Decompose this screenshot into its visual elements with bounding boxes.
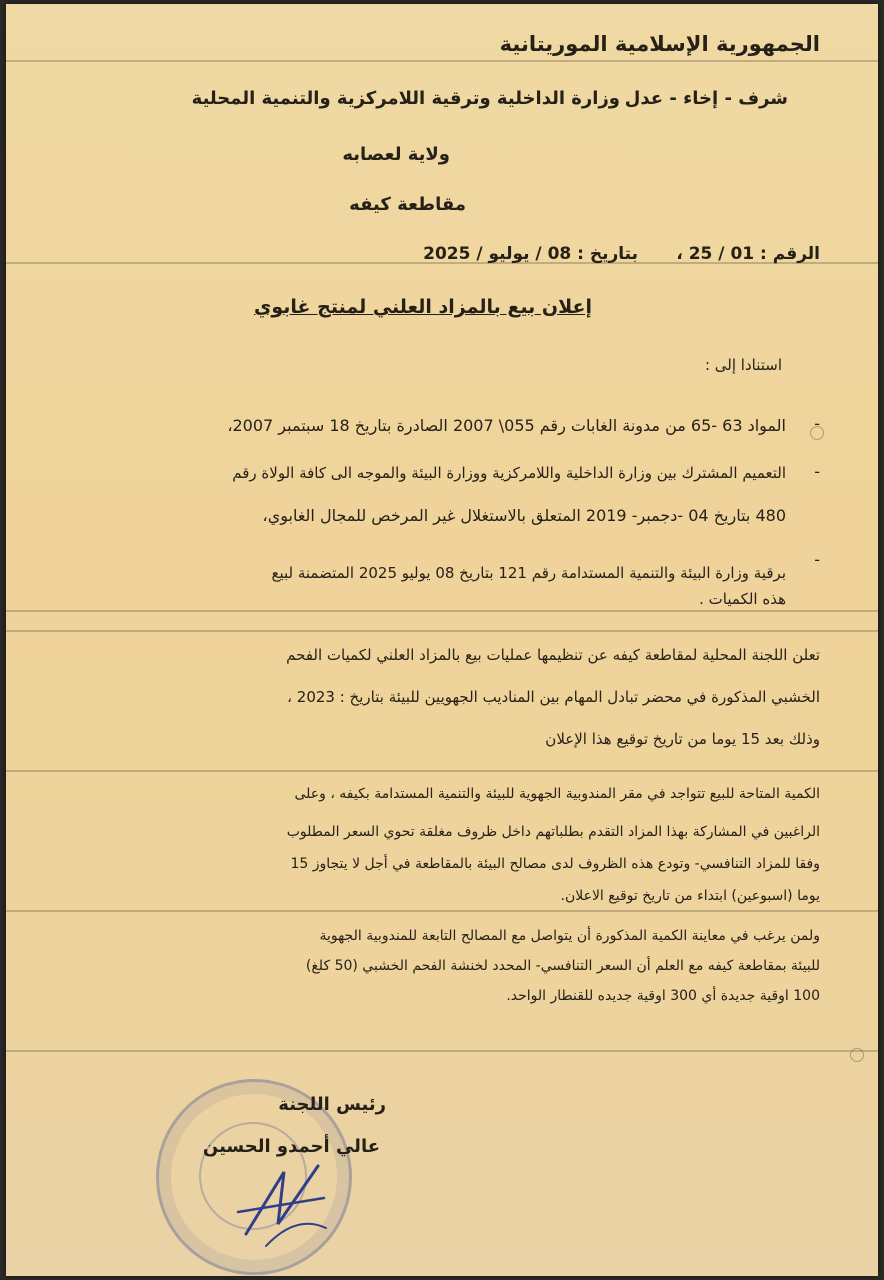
bullet-dash: - bbox=[814, 462, 820, 481]
republic-name: الجمهورية الإسلامية الموريتانية bbox=[499, 32, 820, 56]
basis-item-3-line-2: هذه الكميات . bbox=[699, 590, 786, 608]
ministry-name: وزارة الداخلية وترقية اللامركزية والتنمية المحلية bbox=[191, 88, 620, 109]
punch-hole bbox=[850, 1048, 864, 1062]
committee-chair-title: رئيس اللجنة bbox=[278, 1094, 386, 1115]
bullet-dash: - bbox=[814, 414, 820, 433]
moughataa-name: مقاطعة كيفه bbox=[349, 194, 466, 215]
paragraph-1-line-3: وذلك بعد 15 يوما من تاريخ توقيع هذا الإعلان bbox=[545, 730, 820, 748]
reference-date: بتاريخ : 08 / يوليو / 2025 bbox=[423, 244, 638, 264]
paragraph-2-line-2: الراغبين في المشاركة بهذا المزاد التقدم بطلباتهم داخل ظروف مغلقة تحوي السعر المطلوب bbox=[286, 824, 820, 840]
basis-item-2-line-1: التعميم المشترك بين وزارة الداخلية واللامركزية ووزارة البيئة والموجه الى كافة الولاة رقم bbox=[232, 464, 786, 482]
paragraph-2-line-3: وفقا للمزاد التنافسي- وتودع هذه الظروف لدى مصالح البيئة بالمقاطعة في أجل لا يتجاوز 15 bbox=[290, 856, 820, 872]
intro-text: استنادا إلى : bbox=[704, 356, 782, 374]
committee-chair-name: عالي أحمدو الحسين bbox=[202, 1136, 380, 1157]
paragraph-2-line-4: يوما (اسبوعين) ابتداء من تاريخ توقيع الاعلان. bbox=[560, 888, 820, 904]
paragraph-3-line-1: ولمن يرغب في معاينة الكمية المذكورة أن يتواصل مع المصالح التابعة للمندوبية الجهوية bbox=[319, 928, 820, 944]
handwritten-signature bbox=[226, 1154, 336, 1254]
basis-item-1-line-1: المواد 63 -65 من مدونة الغابات رقم 055\ 2007 الصادرة بتاريخ 18 سبتمبر 2007، bbox=[227, 416, 786, 435]
paragraph-3-line-3: 100 اوقية جديدة أي 300 اوقية جديده للقنطار الواحد. bbox=[506, 988, 820, 1004]
paragraph-1-line-2: الخشبي المذكورة في محضر تبادل المهام بين المناديب الجهويين للبيئة بتاريخ : 2023 ، bbox=[287, 688, 820, 706]
bullet-dash: - bbox=[814, 550, 820, 569]
reference-number: الرقم : 01 / 25 ، bbox=[676, 244, 820, 264]
paragraph-3-line-2: للبيئة بمقاطعة كيفه مع العلم أن السعر التنافسي- المحدد لخنشة الفحم الخشبي (50 كلغ) bbox=[305, 958, 820, 974]
wilaya-name: ولاية لعصابه bbox=[342, 144, 450, 165]
basis-item-2-line-2: 480 بتاريخ 04 -دجمبر- 2019 المتعلق بالاستغلال غير المرخص للمجال الغابوي، bbox=[262, 506, 786, 525]
basis-item-3-line-1: برقية وزارة البيئة والتنمية المستدامة رقم 121 بتاريخ 08 يوليو 2025 المتضمنة لبيع bbox=[271, 564, 786, 582]
motto: شرف - إخاء - عدل bbox=[624, 88, 788, 109]
paragraph-2-line-1: الكمية المتاحة للبيع تتواجد في مقر المندوبية الجهوية للبيئة والتنمية المستدامة بكيفه ، وعلى bbox=[294, 786, 820, 802]
document-page bbox=[6, 4, 878, 1276]
paragraph-1-line-1: تعلن اللجنة المحلية لمقاطعة كيفه عن تنظيمها عمليات بيع بالمزاد العلني لكميات الفحم bbox=[286, 646, 820, 664]
announcement-title: إعلان بيع بالمزاد العلني لمنتج غابوي bbox=[253, 296, 592, 318]
